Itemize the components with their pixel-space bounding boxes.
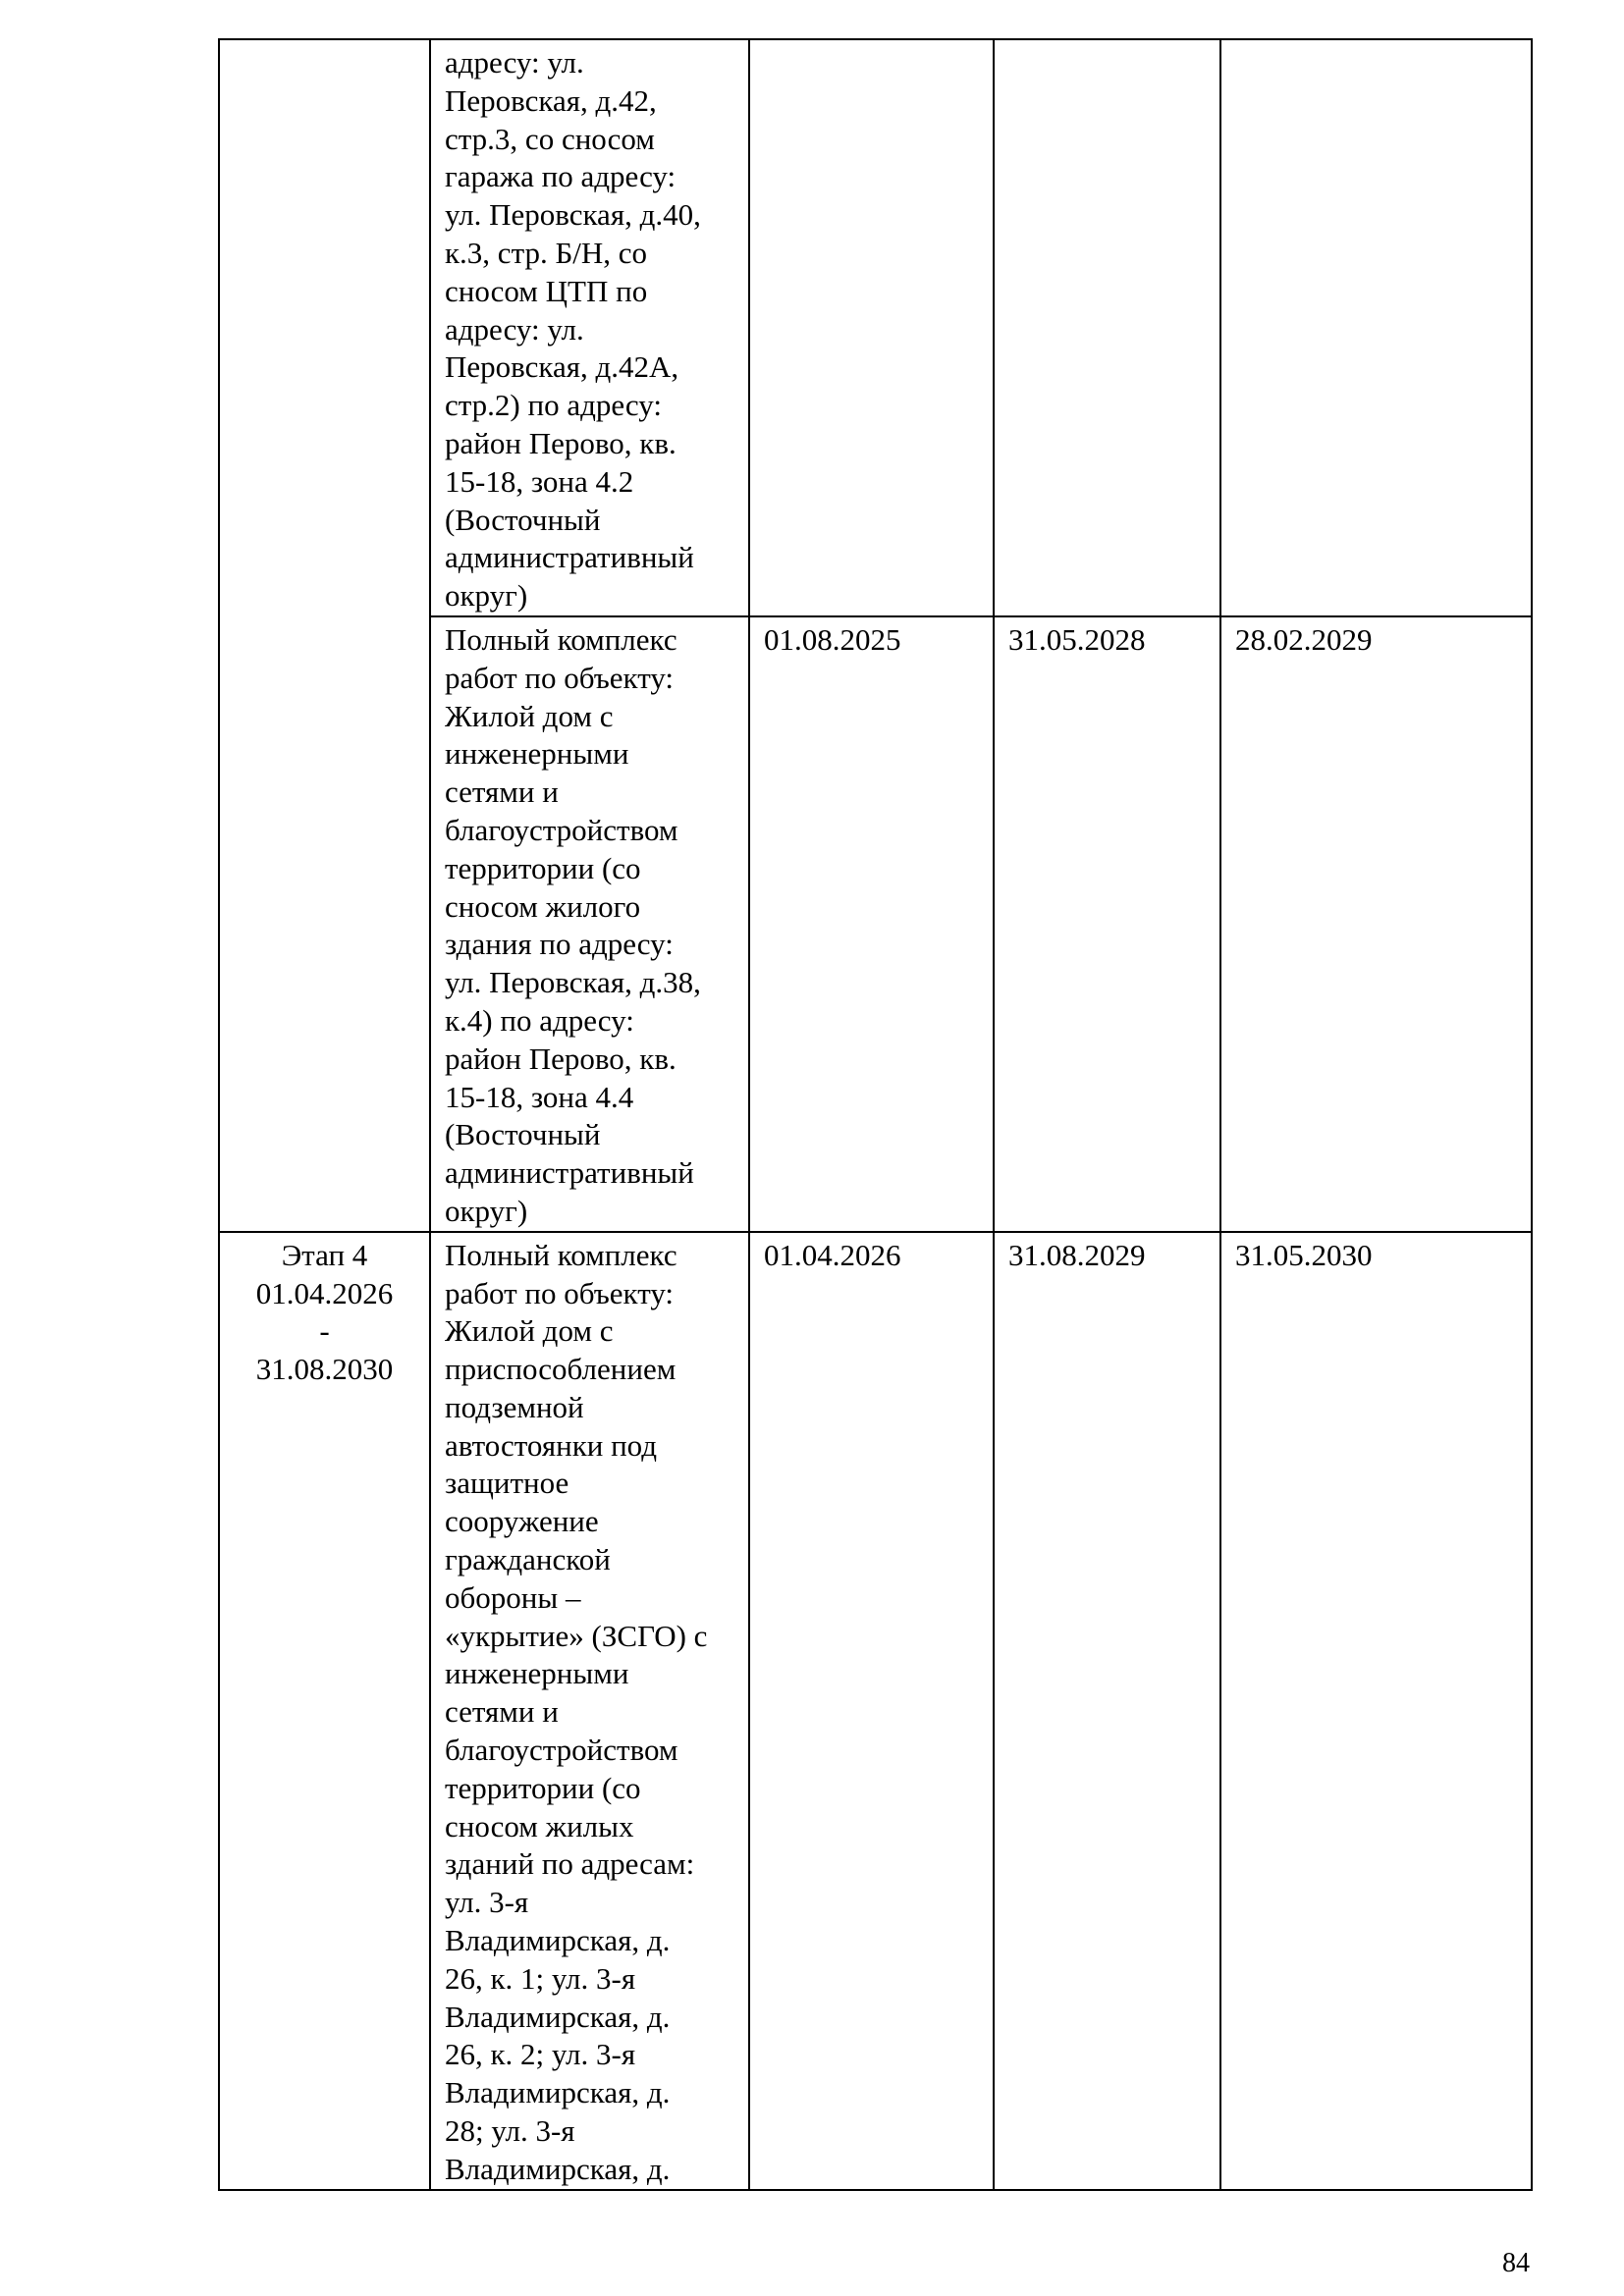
date-cell-2 <box>994 616 1220 1232</box>
date-cell-1 <box>749 1232 994 2190</box>
date-cell-2 <box>994 1232 1220 2190</box>
date-cell-1 <box>749 39 994 616</box>
date-cell-2 <box>994 39 1220 616</box>
description-cell <box>430 39 749 616</box>
description-cell <box>430 616 749 1232</box>
date-cell-3 <box>1220 616 1532 1232</box>
table-row <box>219 1232 1532 2190</box>
date-cell-1 <box>749 616 994 1232</box>
work-description: Полный комплекс работ по объекту: Жилой дом с инженерными сетями и благоустройством территории (со сносом жилого здания по адресу: ул. Перовская, д.38, к.4) по адресу: район Перово, кв. 15-18, зона 4.4 (Восточный административный округ) <box>445 621 701 1228</box>
date-value: 01.04.2026 <box>764 1237 901 1272</box>
description-cell <box>430 1232 749 2190</box>
stage-cell <box>219 39 430 1232</box>
work-description: адресу: ул. Перовская, д.42, стр.3, со сносом гаража по адресу: ул. Перовская, д.40, к.3, стр. Б/Н, со сносом ЦТП по адресу: ул. Перовская, д.42А, стр.2) по адресу: район Перово, кв. 15-18, зона 4.2 (Восточный административный округ) <box>445 45 701 614</box>
schedule-table <box>218 38 1533 2191</box>
date-value: 01.08.2025 <box>764 621 901 657</box>
page-number: 84 <box>1502 2248 1530 2278</box>
date-cell-3 <box>1220 1232 1532 2190</box>
date-value: 31.05.2030 <box>1235 1237 1373 1272</box>
date-value: 31.05.2028 <box>1008 621 1146 657</box>
stage-cell <box>219 1232 430 2190</box>
date-value: 31.08.2029 <box>1008 1237 1146 1272</box>
date-value: 28.02.2029 <box>1235 621 1373 657</box>
stage-label: Этап 4 01.04.2026 - 31.08.2030 <box>255 1237 394 1387</box>
table-row <box>219 39 1532 616</box>
date-cell-3 <box>1220 39 1532 616</box>
work-description: Полный комплекс работ по объекту: Жилой дом с приспособлением подземной автостоянки под защитное сооружение гражданской обороны – «укрытие» (ЗСГО) с инженерными сетями и благоустройством территории (со сносом жилых зданий по адресам: ул. 3-я Владимирская, д. 26, к. 1; ул. 3-я Владимирская, д. 26, к. 2; ул. 3-я Владимирская, д. 28; ул. 3-я Владимирская, д. <box>445 1237 708 2186</box>
